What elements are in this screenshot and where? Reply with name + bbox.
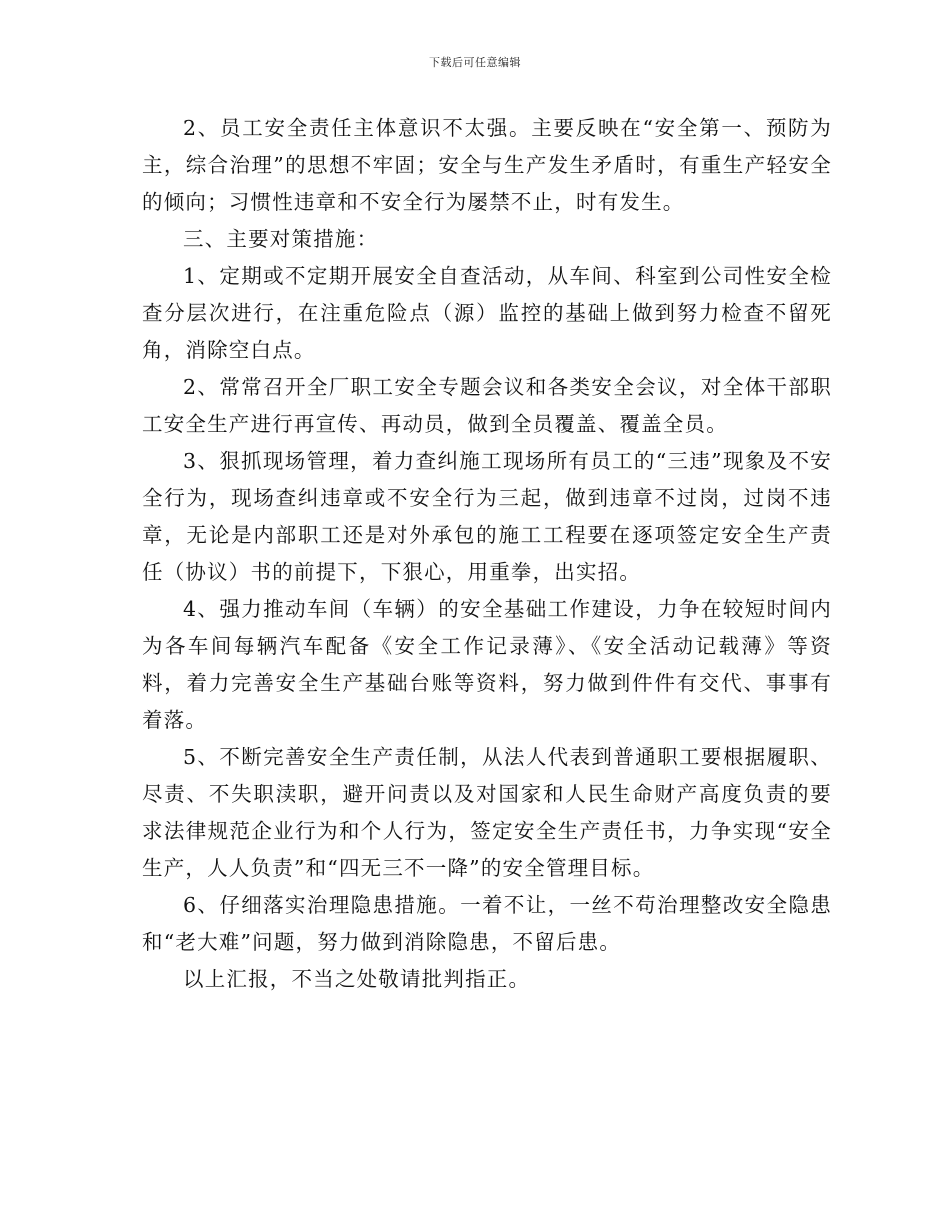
paragraph-measure-3: 3、狠抓现场管理，着力查纠施工现场所有员工的“三违”现象及不安全行为，现场查纠违章或不安全行为三起，做到违章不过岗，过岗不违章，无论是内部职工还是对外承包的施工工程要在逐项签定安全生产责任（协议）书的前提下，下狠心，用重拳，出实招。: [142, 449, 832, 584]
paragraph-measure-2: 2、常常召开全厂职工安全专题会议和各类安全会议，对全体干部职工安全生产进行再宣传、再动员，做到全员覆盖、覆盖全员。: [142, 375, 832, 436]
paragraph-measure-5: 5、不断完善安全生产责任制，从法人代表到普通职工要根据履职、尽责、不失职渎职，避开问责以及对国家和人民生命财产高度负责的要求法律规范企业行为和个人行为，签定安全生产责任书，力争实现“安全生产，人人负责”和“四无三不一降”的安全管理目标。: [142, 745, 832, 880]
page-header: 下载后可任意编辑: [429, 56, 521, 69]
section-heading-countermeasures: 三、主要对策措施：: [183, 227, 379, 251]
paragraph-employee-awareness: 2、员工安全责任主体意识不太强。主要反映在“安全第一、预防为主，综合治理”的思想不牢固；安全与生产发生矛盾时，有重生产轻安全的倾向；习惯性违章和不安全行为屡禁不止，时有发生。: [142, 116, 832, 214]
paragraph-measure-1: 1、定期或不定期开展安全自查活动，从车间、科室到公司性安全检查分层次进行，在注重危险点（源）监控的基础上做到努力检查不留死角，消除空白点。: [142, 264, 832, 362]
paragraph-closing: 以上汇报，不当之处敬请批判指正。: [183, 967, 531, 991]
paragraph-measure-4: 4、强力推动车间（车辆）的安全基础工作建设，力争在较短时间内为各车间每辆汽车配备《安全工作记录薄》、《安全活动记载薄》等资料，着力完善安全生产基础台账等资料，努力做到件件有交代、事事有着落。: [142, 597, 832, 732]
paragraph-measure-6: 6、仔细落实治理隐患措施。一着不让，一丝不苟治理整改安全隐患和“老大难”问题，努力做到消除隐患，不留后患。: [142, 893, 832, 954]
document-body: [142, 110, 832, 998]
